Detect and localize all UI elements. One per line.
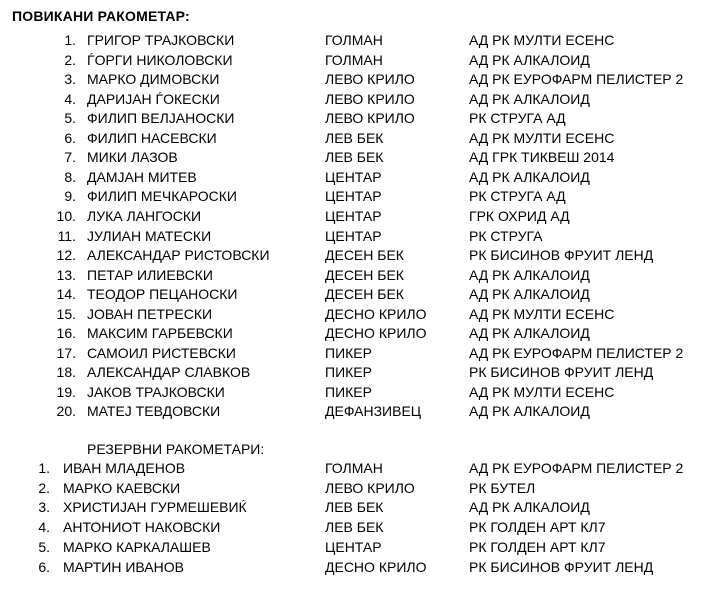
player-name: ИВАН МЛАДЕНОВ (63, 460, 186, 476)
player-number: 16. (56, 325, 76, 342)
player-club: АД РК АЛКАЛОИД (469, 90, 590, 107)
player-position: ЛЕВ БЕК (325, 519, 384, 536)
player-number: 7. (64, 149, 76, 166)
player-number: 11. (57, 227, 76, 244)
player-club: АД РК ЕУРОФАРМ ПЕЛИСТЕР 2 (469, 460, 684, 476)
player-name: АЛЕКСАНДАР РИСТОВСКИ (87, 247, 270, 264)
player-club: АД РК АЛКАЛОИД (469, 325, 590, 342)
player-position: ЦЕНТАР (325, 168, 382, 185)
player-position: ДЕСЕН БЕК (325, 247, 404, 264)
player-number: 6. (64, 129, 76, 146)
player-position: ГОЛМАН (325, 460, 383, 476)
player-club: РК БИСИНОВ ФРУИТ ЛЕНД (469, 558, 654, 575)
player-club: РК СТРУГА (469, 227, 543, 244)
player-name: ЈУЛИАН МАТЕСКИ (87, 227, 212, 244)
player-club: АД РК АЛКАЛОИД (469, 168, 590, 185)
player-name: ДАМЈАН МИТЕВ (87, 168, 197, 185)
reserve-players-heading: РЕЗЕРВНИ РАКОМЕТАРИ: (87, 441, 265, 457)
player-position: ДЕСЕН БЕК (325, 266, 404, 283)
player-club: АД РК МУЛТИ ЕСЕНС (469, 129, 615, 146)
player-position: ЛЕВ БЕК (325, 499, 384, 516)
player-position: ЛЕВ БЕК (325, 149, 384, 166)
player-number: 10. (56, 207, 76, 224)
player-name: ЈАКОВ ТРАЈКОВСКИ (87, 383, 225, 400)
player-position: ПИКЕР (325, 344, 372, 361)
player-number: 15. (56, 305, 76, 322)
player-number: 20. (56, 403, 76, 420)
player-club: АД ГРК ТИКВЕШ 2014 (469, 149, 615, 166)
player-club: РК БИСИНОВ ФРУИТ ЛЕНД (469, 247, 654, 264)
player-position: ЦЕНТАР (325, 227, 382, 244)
player-club: АД РК АЛКАЛОИД (469, 51, 590, 68)
player-name: МАРТИН ИВАНОВ (63, 558, 184, 575)
player-name: ХРИСТИЈАН ГУРМЕШЕВИЌ (63, 499, 247, 516)
player-club: АД РК АЛКАЛОИД (469, 286, 590, 303)
player-club: РК БИСИНОВ ФРУИТ ЛЕНД (469, 364, 654, 381)
player-club: АД РК АЛКАЛОИД (469, 266, 590, 283)
player-club: РК ГОЛДЕН АРТ КЛ7 (469, 538, 606, 555)
player-club: РК БУТЕЛ (469, 479, 536, 496)
player-name: МАРКО КАЕВСКИ (63, 479, 181, 496)
player-number: 5. (38, 538, 50, 555)
called-players-heading: ПОВИКАНИ РАКОМЕТАР: (12, 8, 190, 24)
player-number: 1. (64, 32, 76, 48)
player-position: ЦЕНТАР (325, 538, 382, 555)
player-club: РК СТРУГА АД (469, 188, 566, 205)
player-number: 4. (38, 519, 50, 536)
player-club: АД РК МУЛТИ ЕСЕНС (469, 305, 615, 322)
player-position: ЦЕНТАР (325, 188, 382, 205)
player-club: РК ГОЛДЕН АРТ КЛ7 (469, 519, 606, 536)
player-club: РК СТРУГА АД (469, 110, 566, 127)
player-name: ЈОВАН ПЕТРЕСКИ (87, 305, 213, 322)
player-name: МИКИ ЛАЗОВ (87, 149, 178, 166)
player-number: 3. (38, 499, 50, 516)
player-position: ДЕФАНЗИВЕЦ (325, 403, 422, 420)
player-number: 18. (56, 364, 76, 381)
player-position: ДЕСНО КРИЛО (325, 305, 427, 322)
player-name: САМОИЛ РИСТЕВСКИ (87, 344, 236, 361)
player-position: ДЕСНО КРИЛО (325, 558, 427, 575)
player-club: АД РК ЕУРОФАРМ ПЕЛИСТЕР 2 (469, 71, 684, 88)
player-number: 2. (38, 479, 50, 496)
player-position: ПИКЕР (325, 383, 372, 400)
player-number: 6. (38, 558, 50, 575)
player-name: ЃОРГИ НИКОЛОВСКИ (87, 51, 233, 68)
player-number: 4. (64, 90, 76, 107)
player-club: АД РК АЛКАЛОИД (469, 499, 590, 516)
player-name: ЛУКА ЛАНГОСКИ (87, 207, 202, 224)
player-position: ЦЕНТАР (325, 207, 382, 224)
player-number: 1. (38, 460, 50, 476)
player-name: ФИЛИП МЕЧКАРОСКИ (87, 188, 237, 205)
player-club: АД РК АЛКАЛОИД (469, 403, 590, 420)
player-number: 3. (64, 71, 76, 88)
player-number: 13. (56, 266, 76, 283)
player-position: ДЕСЕН БЕК (325, 286, 404, 303)
player-position: ДЕСНО КРИЛО (325, 325, 427, 342)
player-name: ПЕТАР ИЛИЕВСКИ (87, 266, 213, 283)
player-club: АД РК ЕУРОФАРМ ПЕЛИСТЕР 2 (469, 344, 684, 361)
player-position: ЛЕВО КРИЛО (325, 90, 415, 107)
player-name: АНТОНИОТ НАКОВСКИ (63, 519, 221, 536)
player-number: 5. (64, 110, 76, 127)
player-number: 19. (56, 383, 76, 400)
player-name: ГРИГОР ТРАЈКОВСКИ (87, 32, 235, 48)
player-position: ЛЕВО КРИЛО (325, 71, 415, 88)
player-name: МАРКО ДИМОВСКИ (87, 71, 220, 88)
player-name: ФИЛИП ВЕЛЈАНОСКИ (87, 110, 235, 127)
player-name: МАРКО КАРКАЛАШЕВ (63, 538, 211, 555)
player-position: ГОЛМАН (325, 51, 383, 68)
player-position: ЛЕВО КРИЛО (325, 479, 415, 496)
player-number: 8. (64, 168, 76, 185)
player-club: АД РК МУЛТИ ЕСЕНС (469, 32, 615, 48)
player-number: 9. (64, 188, 76, 205)
player-position: ГОЛМАН (325, 32, 383, 48)
player-number: 2. (64, 51, 76, 68)
player-name: ТЕОДОР ПЕЦАНОСКИ (87, 286, 238, 303)
player-club: ГРК ОХРИД АД (469, 207, 570, 224)
player-name: МАТЕЈ ТЕВДОВСКИ (87, 403, 221, 420)
player-club: АД РК МУЛТИ ЕСЕНС (469, 383, 615, 400)
player-position: ЛЕВО КРИЛО (325, 110, 415, 127)
player-name: ДАРИЈАН ЃОКЕСКИ (87, 90, 220, 107)
player-number: 12. (56, 247, 76, 264)
player-number: 17. (56, 344, 76, 361)
player-position: ПИКЕР (325, 364, 372, 381)
player-number: 14. (56, 286, 76, 303)
player-name: МАКСИМ ГАРБЕВСКИ (87, 325, 233, 342)
player-position: ЛЕВ БЕК (325, 129, 384, 146)
player-name: АЛЕКСАНДАР СЛАВКОВ (87, 364, 251, 381)
player-name: ФИЛИП НАСЕВСКИ (87, 129, 217, 146)
